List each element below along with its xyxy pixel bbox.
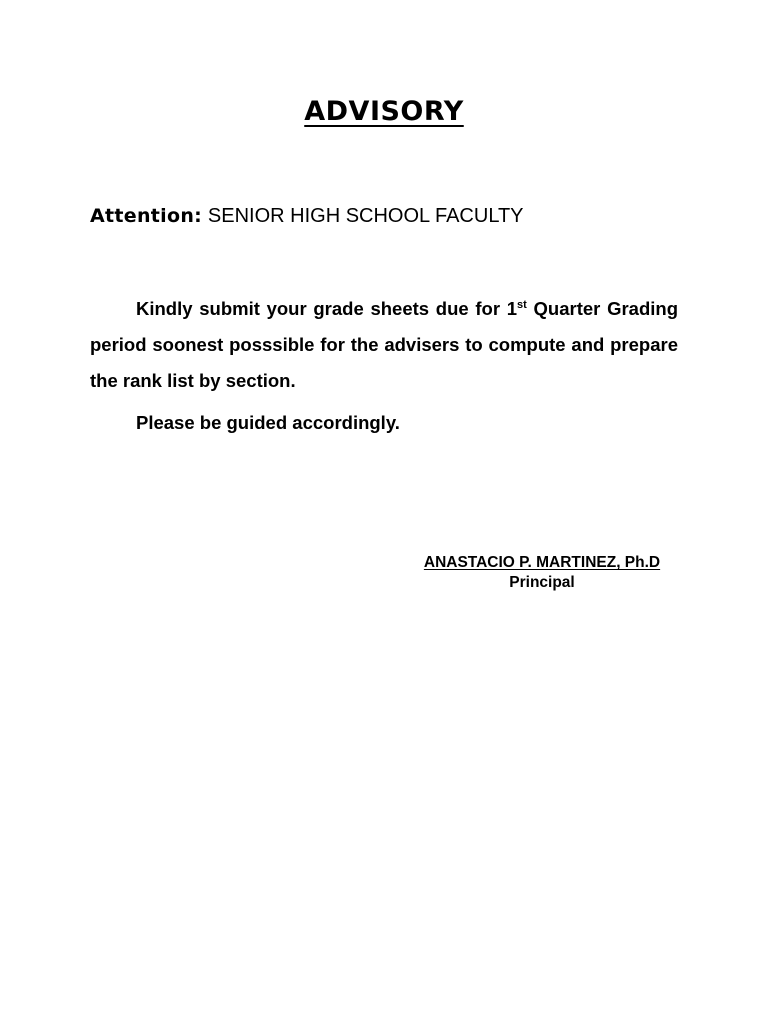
signatory-name: ANASTACIO P. MARTINEZ, Ph.D	[423, 554, 661, 571]
body-paragraph	[90, 291, 678, 399]
attention-label: Attention:	[90, 205, 203, 227]
body-text-part2: Quarter Grading period soonest posssible for the advisers to compute and prepare the rank list by section.	[90, 298, 678, 391]
attention-line	[90, 204, 524, 228]
body-text-part1: Kindly submit your grade sheets due for 1	[136, 298, 518, 319]
body-superscript: st	[517, 299, 527, 311]
document-title	[0, 96, 768, 127]
signatory-title: Principal	[509, 574, 575, 591]
document-title-text: ADVISORY	[304, 96, 464, 127]
closing-line: Please be guided accordingly.	[136, 412, 400, 433]
attention-recipient: SENIOR HIGH SCHOOL FACULTY	[207, 205, 524, 227]
signature-block	[406, 553, 678, 593]
